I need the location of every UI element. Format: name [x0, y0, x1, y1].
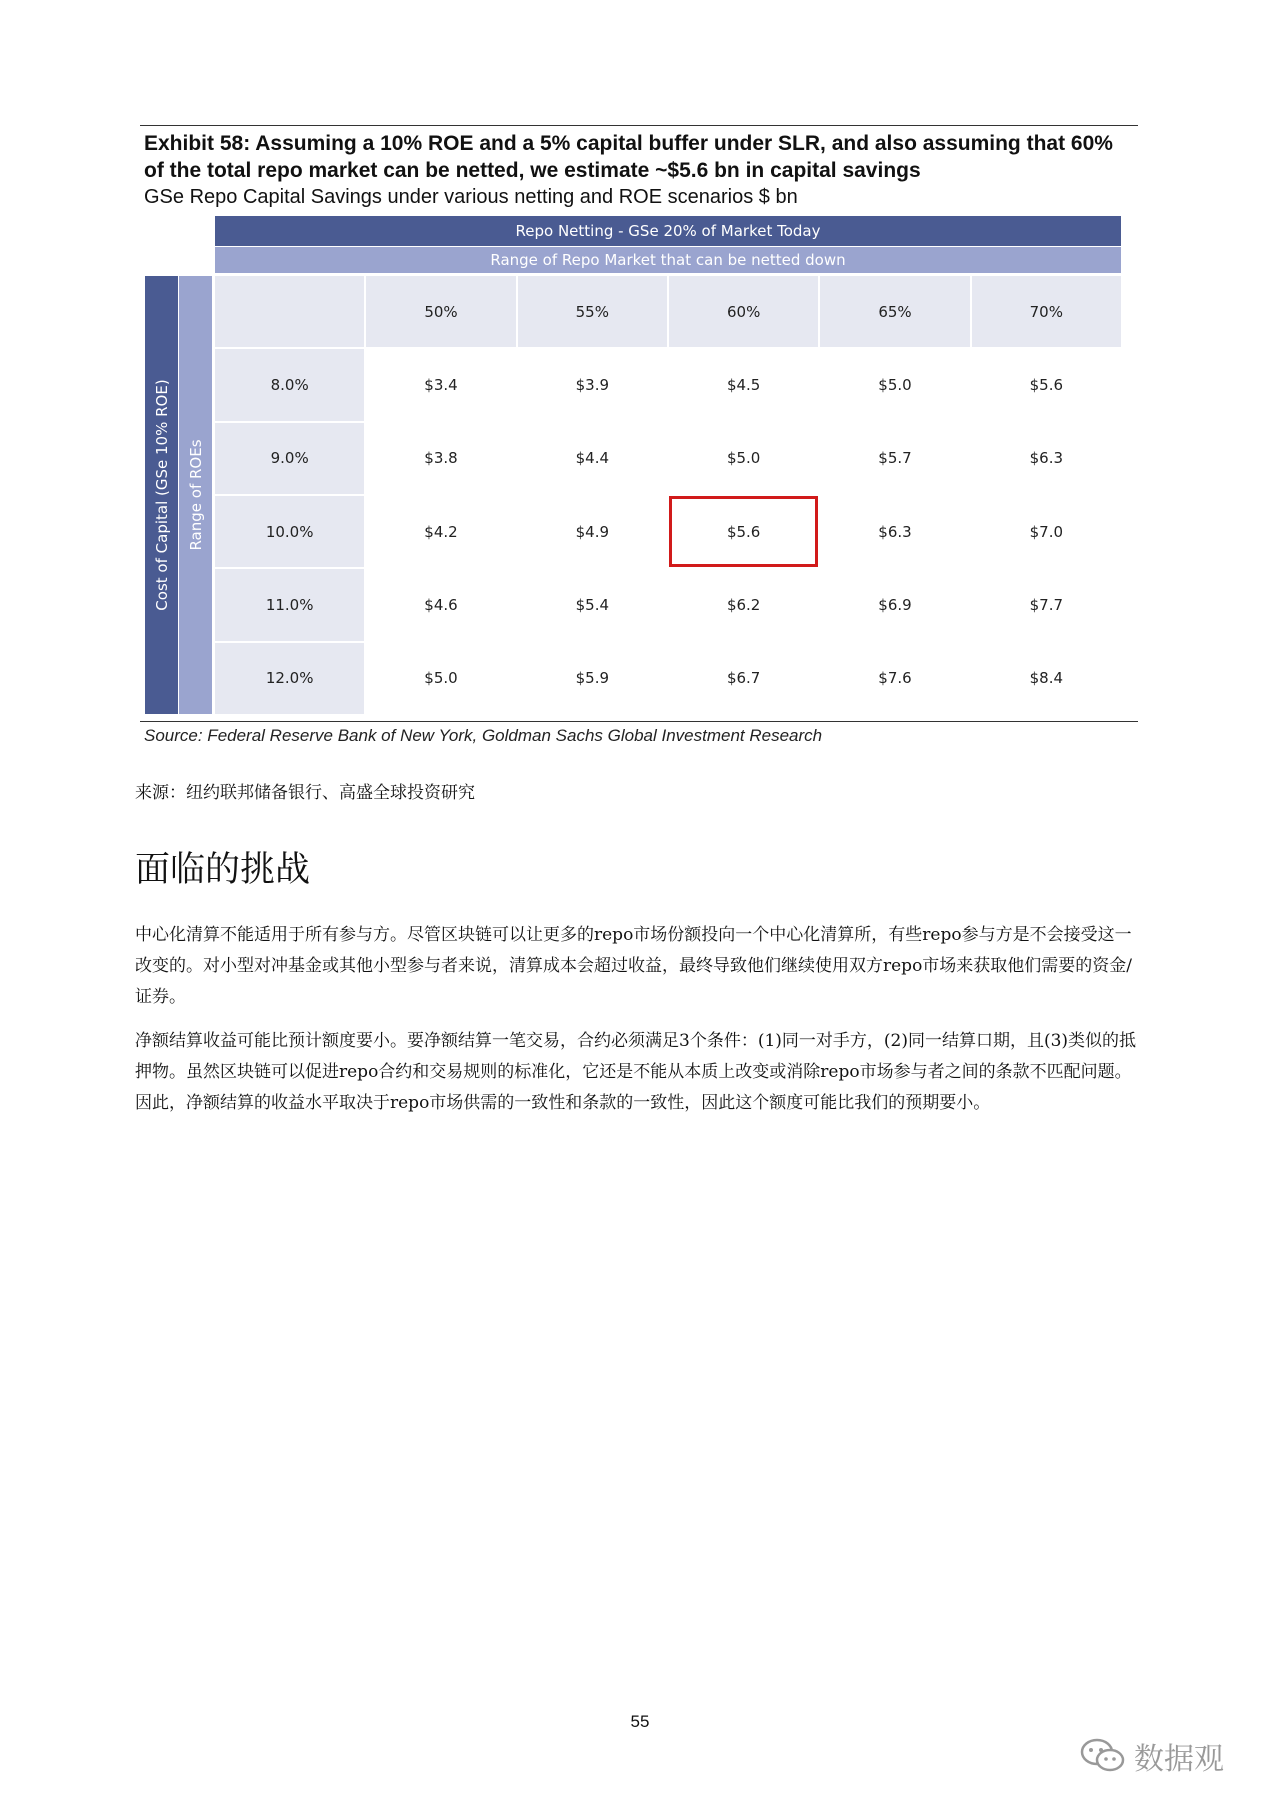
page-number: 55 [630, 1712, 650, 1731]
table-grid [215, 276, 1121, 714]
row-header-9.0pct: 9.0% [215, 423, 364, 494]
table-cell: $4.5 [669, 349, 818, 420]
table-cell: $5.0 [366, 643, 515, 714]
table-cell: $4.9 [518, 496, 667, 567]
column-header-60pct: 60% [669, 276, 818, 347]
table-cell: $6.9 [820, 569, 969, 640]
table-corner-cell [215, 276, 364, 347]
table-cell: $3.9 [518, 349, 667, 420]
column-header-50pct: 50% [366, 276, 515, 347]
band-repo-netting: Repo Netting - GSe 20% of Market Today [215, 216, 1121, 246]
table-cell: $4.6 [366, 569, 515, 640]
table-cell: $5.7 [820, 423, 969, 494]
table-cell: $8.4 [972, 643, 1121, 714]
row-header-12.0pct: 12.0% [215, 643, 364, 714]
exhibit-58 [140, 125, 1138, 750]
table-cell: $4.4 [518, 423, 667, 494]
side-band-cost-of-capital [145, 276, 178, 714]
table-cell: $7.0 [972, 496, 1121, 567]
column-header-55pct: 55% [518, 276, 667, 347]
section-heading: 面临的挑战 [135, 850, 311, 890]
cn-source-note: 来源：纽约联邦储备银行、高盛全球投资研究 [135, 783, 475, 803]
capital-savings-table [140, 216, 1138, 721]
table-cell: $5.0 [820, 349, 969, 420]
row-header-8.0pct: 8.0% [215, 349, 364, 420]
side-label-cost-of-capital: Cost of Capital (GSe 10% ROE) [152, 379, 171, 611]
table-cell: $5.9 [518, 643, 667, 714]
side-band-range-of-roes [179, 276, 212, 714]
paragraph: 中心化清算不能适用于所有参与方。尽管区块链可以让更多的repo市场份额投向一个中心化清算所，有些repo参与方是不会接受这一改变的。对小型对冲基金或其他小型参与者来说，清算成本会超过收益，最终导致他们继续使用双方repo市场来获取他们需要的资金/证券。 [135, 925, 1133, 1007]
row-header-10.0pct: 10.0% [215, 496, 364, 567]
column-header-65pct: 65% [820, 276, 969, 347]
watermark-text: 数据观 [1134, 1742, 1224, 1777]
table-cell: $7.6 [820, 643, 969, 714]
table-cell: $6.2 [669, 569, 818, 640]
exhibit-title: Exhibit 58: Assuming a 10% ROE and a 5% capital buffer under SLR, and also assuming that 60% of the total repo market can be netted, we estimate ~$5.6 bn in capital savings [144, 132, 1113, 182]
source-note: Source: Federal Reserve Bank of New York, Goldman Sachs Global Investment Research [144, 726, 823, 745]
table-cell: $5.6 [972, 349, 1121, 420]
band-range-netted: Range of Repo Market that can be netted down [215, 247, 1121, 273]
table-cell: $4.2 [366, 496, 515, 567]
table-cell: $5.0 [669, 423, 818, 494]
table-cell-highlighted: $5.6 [669, 496, 818, 567]
exhibit-subtitle: GSe Repo Capital Savings under various netting and ROE scenarios $ bn [144, 186, 798, 208]
table-cell: $6.3 [820, 496, 969, 567]
column-header-70pct: 70% [972, 276, 1121, 347]
table-cell: $5.4 [518, 569, 667, 640]
table-cell: $3.4 [366, 349, 515, 420]
chat-bubbles-icon [1080, 1737, 1126, 1775]
row-header-11.0pct: 11.0% [215, 569, 364, 640]
table-cell: $6.3 [972, 423, 1121, 494]
watermark [1080, 1734, 1224, 1778]
table-cell: $3.8 [366, 423, 515, 494]
table-cell: $7.7 [972, 569, 1121, 640]
paragraph: 净额结算收益可能比预计额度要小。要净额结算一笔交易，合约必须满足3个条件：(1)同一对手方，(2)同一结算口期，且(3)类似的抵押物。虽然区块链可以促进repo合约和交易规则的标准化，它还是不能从本质上改变或消除repo市场参与者之间的条款不匹配问题。因此，净额结算的收益水平取决于repo市场供需的一致性和条款的一致性，因此这个额度可能比我们的预期要小。 [135, 1031, 1137, 1113]
side-label-range-of-roes: Range of ROEs [186, 439, 205, 551]
table-cell: $6.7 [669, 643, 818, 714]
